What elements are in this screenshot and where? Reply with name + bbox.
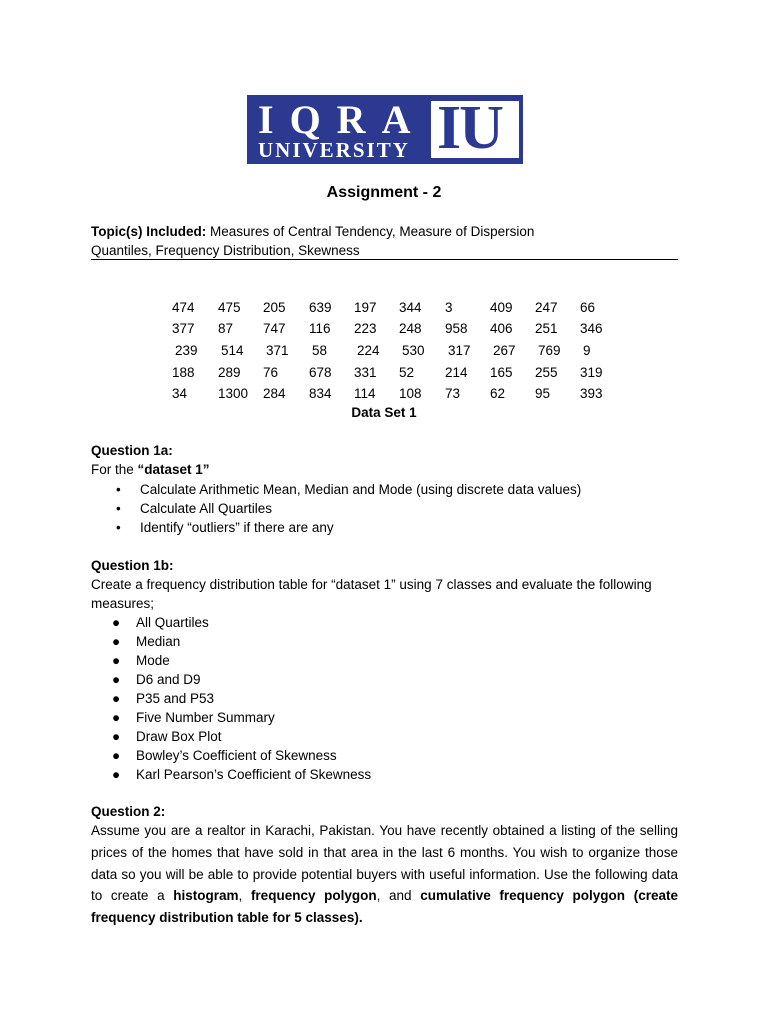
bullet-icon: ● (112, 634, 121, 649)
dataset-caption: Data Set 1 (351, 405, 417, 420)
list-item-text: D6 and D9 (136, 672, 201, 687)
data-cell: 248 (399, 321, 422, 336)
question-1b-line-2: measures; (91, 596, 155, 611)
list-item (112, 765, 672, 784)
list-item (112, 613, 672, 632)
data-cell: 377 (172, 321, 195, 336)
topics-label: Topic(s) Included: (91, 224, 207, 239)
horizontal-rule (91, 259, 678, 260)
data-cell: 205 (263, 300, 286, 315)
data-cell: 344 (399, 300, 422, 315)
list-item (112, 727, 672, 746)
data-cell: 188 (172, 365, 195, 380)
bullet-icon: ● (112, 767, 121, 782)
data-cell: 76 (263, 365, 279, 380)
list-item (116, 518, 676, 537)
list-item-text: P35 and P53 (136, 691, 215, 706)
data-cell: 52 (399, 365, 415, 380)
list-item-text: Draw Box Plot (136, 729, 222, 744)
data-cell: 958 (445, 321, 468, 336)
data-cell: 284 (263, 386, 286, 401)
bullet-icon: ● (112, 615, 121, 630)
logo-iu-text: IU (437, 94, 502, 162)
question-2-heading: Question 2: (91, 804, 166, 819)
data-cell: 317 (448, 343, 471, 358)
list-item (116, 499, 676, 518)
data-cell: 214 (445, 365, 468, 380)
bullet-icon: ● (112, 653, 121, 668)
data-cell: 514 (221, 343, 244, 358)
list-item (112, 670, 672, 689)
data-cell: 255 (535, 365, 558, 380)
list-item-text: Identify “outliers” if there are any (140, 520, 334, 535)
university-logo (247, 95, 523, 164)
data-cell: 834 (309, 386, 332, 401)
question-1a-intro (91, 460, 210, 479)
question-1b-line-1: Create a frequency distribution table for “dataset 1” using 7 classes and evaluate the following (91, 577, 652, 592)
bullet-icon: ● (112, 710, 121, 725)
question-2-frequency-polygon: frequency polygon (250, 888, 377, 904)
data-cell: 289 (218, 365, 241, 380)
list-item-text: Median (136, 634, 181, 649)
data-cell: 371 (266, 343, 289, 358)
question-1a-list (116, 480, 676, 537)
data-cell: 223 (354, 321, 377, 336)
bullet-icon: • (116, 520, 121, 535)
bullet-icon: ● (112, 748, 121, 763)
data-cell: 530 (402, 343, 425, 358)
data-cell: 114 (354, 386, 376, 401)
logo-iu-mark (431, 94, 519, 162)
list-item-text: All Quartiles (136, 615, 209, 630)
data-cell: 66 (580, 300, 596, 315)
list-item (112, 746, 672, 765)
data-cell: 267 (493, 343, 516, 358)
data-cell: 95 (535, 386, 551, 401)
data-cell: 3 (445, 300, 453, 315)
data-cell: 247 (535, 300, 558, 315)
data-cell: 9 (583, 343, 591, 358)
list-item-text: Karl Pearson’s Coefficient of Skewness (136, 767, 372, 782)
data-cell: 34 (172, 386, 188, 401)
data-cell: 239 (175, 343, 198, 358)
question-1b-list (112, 613, 672, 784)
data-cell: 474 (172, 300, 195, 315)
bullet-icon: • (116, 482, 121, 497)
data-cell: 87 (218, 321, 234, 336)
logo-line-2: UNIVERSITY (258, 138, 410, 162)
question-2-text-3: , and (376, 888, 421, 904)
list-item-text: Mode (136, 653, 170, 668)
question-2-cumulative-polygon: cumulative frequency polygon (create frequency distribution table for 5 classes). (91, 888, 678, 926)
logo-line-1: IQRA (258, 97, 427, 142)
data-cell: 393 (580, 386, 603, 401)
data-cell: 62 (490, 386, 506, 401)
question-1a-heading: Question 1a: (91, 443, 173, 458)
bullet-icon: ● (112, 691, 121, 706)
list-item (116, 480, 676, 499)
data-cell: 406 (490, 321, 513, 336)
list-item-text: Calculate All Quartiles (140, 501, 273, 516)
topics-line-1: Measures of Central Tendency, Measure of Dispersion (206, 224, 535, 239)
data-cell: 224 (357, 343, 380, 358)
question-2-histogram: histogram (173, 888, 239, 904)
topics-line-2: Quantiles, Frequency Distribution, Skewness (91, 243, 360, 258)
question-1b-heading: Question 1b: (91, 558, 174, 573)
assignment-title: Assignment - 2 (326, 184, 442, 201)
data-cell: 251 (535, 321, 558, 336)
data-cell: 678 (309, 365, 332, 380)
data-cell: 58 (312, 343, 328, 358)
data-cell: 769 (538, 343, 561, 358)
data-cell: 331 (354, 365, 377, 380)
data-cell: 475 (218, 300, 241, 315)
list-item-text: Five Number Summary (136, 710, 275, 725)
list-item (112, 651, 672, 670)
data-cell: 747 (263, 321, 286, 336)
question-2-paragraph (91, 820, 678, 929)
logo-wordmark (250, 98, 430, 161)
data-cell: 1300 (218, 386, 249, 401)
list-item (112, 708, 672, 727)
data-cell: 409 (490, 300, 513, 315)
question-1a-intro-prefix: For the (91, 462, 138, 477)
list-item (112, 632, 672, 651)
data-cell: 319 (580, 365, 603, 380)
topics-block (91, 222, 534, 260)
list-item (112, 689, 672, 708)
bullet-icon: ● (112, 729, 121, 744)
bullet-icon: ● (112, 672, 121, 687)
data-cell: 73 (445, 386, 461, 401)
data-cell: 197 (354, 300, 377, 315)
data-cell: 165 (490, 365, 513, 380)
question-2-text-1: Assume you are a realtor in Karachi, Pakistan. You have recently obtained a listing of the selling prices of the homes that have sold in that area in the last 6 months. You wish to organize those data so you will be able to provide potential buyers with useful information. Use the following data to create a (91, 823, 678, 904)
data-cell: 639 (309, 300, 332, 315)
data-cell: 346 (580, 321, 603, 336)
question-1a-intro-dataset: “dataset 1” (137, 462, 210, 477)
list-item-text: Bowley’s Coefficient of Skewness (136, 748, 337, 763)
question-2-text-2: , (238, 888, 251, 904)
data-cell: 108 (399, 386, 422, 401)
data-cell: 116 (309, 321, 331, 336)
bullet-icon: • (116, 501, 121, 516)
list-item-text: Calculate Arithmetic Mean, Median and Mode (using discrete data values) (140, 482, 582, 497)
